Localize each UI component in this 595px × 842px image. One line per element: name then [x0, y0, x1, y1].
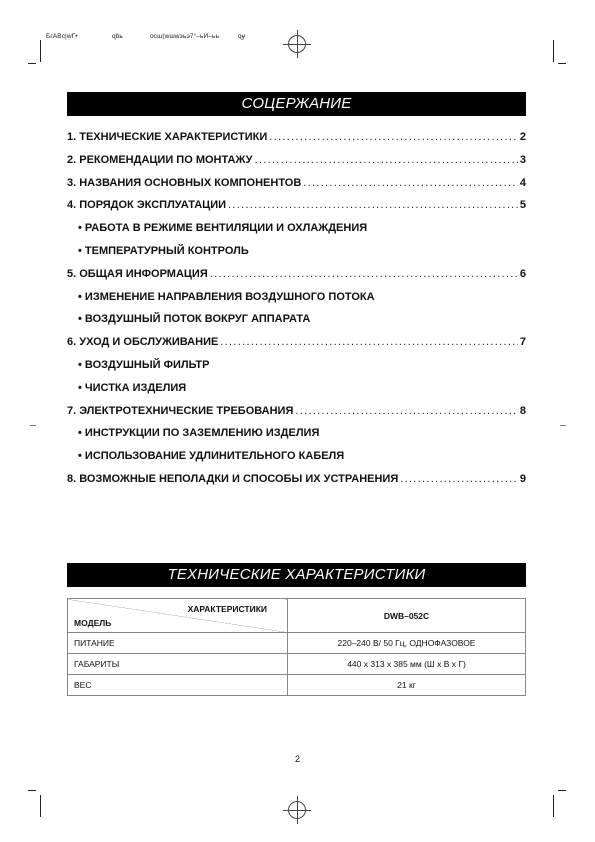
- toc-leader-dots: [269, 130, 518, 144]
- table-of-contents: [67, 130, 526, 490]
- specs-corner-bottom: МОДЕЛЬ: [74, 618, 112, 628]
- toc-entry-label: 3. НАЗВАНИЯ ОСНОВНЫХ КОМПОНЕНТОВ: [67, 177, 302, 189]
- toc-entry-page: 2: [519, 131, 526, 143]
- page-number: 2: [294, 754, 300, 764]
- toc-entry-page: 3: [519, 154, 526, 166]
- toc-entry: [67, 404, 526, 418]
- crop-mark-top-right-h: [558, 63, 566, 64]
- toc-entry: [67, 267, 526, 281]
- crop-mark-bottom-right-h: [558, 790, 566, 791]
- specs-table: [67, 598, 526, 696]
- crop-mark-bottom-left: [40, 795, 41, 817]
- table-row: [68, 675, 526, 696]
- toc-leader-dots: [228, 198, 518, 212]
- toc-subentry: • ИЗМЕНЕНИЕ НАПРАВЛЕНИЯ ВОЗДУШНОГО ПОТОКА: [78, 291, 375, 303]
- specs-corner-top: ХАРАКТЕРИСТИКИ: [187, 604, 267, 614]
- toc-leader-dots: [303, 176, 518, 190]
- toc-leader-dots: [400, 472, 518, 486]
- spec-name: ПИТАНИЕ: [68, 633, 288, 654]
- toc-entry-page: 7: [519, 336, 526, 348]
- table-row: [68, 633, 526, 654]
- toc-entry-label: 1. ТЕХНИЧЕСКИЕ ХАРАКТЕРИСТИКИ: [67, 131, 268, 143]
- spec-value: 440 x 313 x 385 мм (Ш x В x Г): [288, 654, 526, 675]
- toc-entry-page: 8: [519, 405, 526, 417]
- toc-subentry: • РАБОТА В РЕЖИМЕ ВЕНТИЛЯЦИИ И ОХЛАЖДЕНИЯ: [78, 222, 368, 234]
- crop-mark-top-left: [40, 40, 41, 62]
- print-header-end: ɋɏ: [238, 33, 246, 40]
- side-tick-left: [30, 425, 36, 426]
- registration-mark-bottom-icon: [288, 801, 306, 819]
- toc-entry-label: 8. ВОЗМОЖНЫЕ НЕПОЛАДКИ И СПОСОБЫ ИХ УСТРАНЕНИЯ: [67, 473, 399, 485]
- toc-entry-page: 5: [519, 199, 526, 211]
- specs-corner-cell: [68, 599, 288, 633]
- toc-entry: [67, 176, 526, 190]
- toc-entry: [67, 198, 526, 212]
- spec-name: ГАБАРИТЫ: [68, 654, 288, 675]
- toc-entry-page: 6: [519, 268, 526, 280]
- toc-subentry: • ЧИСТКА ИЗДЕЛИЯ: [78, 382, 187, 394]
- toc-entry-label: 2. РЕКОМЕНДАЦИИ ПО МОНТАЖУ: [67, 154, 253, 166]
- crop-mark-top-right: [553, 40, 554, 62]
- side-tick-right: [560, 425, 566, 426]
- specs-header-row: [68, 599, 526, 633]
- toc-entry: [67, 472, 526, 486]
- toc-entry-page: 9: [519, 473, 526, 485]
- table-row: [68, 654, 526, 675]
- toc-entry-label: 5. ОБЩАЯ ИНФОРМАЦИЯ: [67, 268, 208, 280]
- toc-entry: [67, 130, 526, 144]
- contents-title: СОЦЕРЖАНИЕ: [67, 92, 526, 116]
- spec-value: 21 кг: [288, 675, 526, 696]
- toc-subentry: • ТЕМПЕРАТУРНЫЙ КОНТРОЛЬ: [78, 245, 249, 257]
- crop-mark-top-left-h: [28, 63, 36, 64]
- toc-entry-label: 6. УХОД И ОБСЛУЖИВАНИЕ: [67, 336, 219, 348]
- spec-value: 220–240 В/ 50 Гц, ОДНОФАЗОВОЕ: [288, 633, 526, 654]
- toc-subentry: • ВОЗДУШНЫЙ ПОТОК ВОКРУГ АППАРАТА: [78, 313, 311, 325]
- toc-leader-dots: [295, 404, 518, 418]
- crop-mark-bottom-right: [553, 795, 554, 817]
- toc-leader-dots: [255, 153, 518, 167]
- toc-subentry: • ВОЗДУШНЫЙ ФИЛЬТР: [78, 359, 210, 371]
- print-header-mid: ɋɓь: [112, 33, 123, 40]
- toc-entry-page: 4: [519, 177, 526, 189]
- specs-title: ТЕХНИЧЕСКИЕ ХАРАКТЕРИСТИКИ: [67, 563, 526, 587]
- toc-entry: [67, 335, 526, 349]
- toc-entry-label: 4. ПОРЯДОК ЭКСПЛУАТАЦИИ: [67, 199, 227, 211]
- toc-subentry: • ИНСТРУКЦИИ ПО ЗАЗЕМЛЕНИЮ ИЗДЕЛИЯ: [78, 427, 320, 439]
- toc-entry-label: 7. ЭЛЕКТРОТЕХНИЧЕСКИЕ ТРЕБОВАНИЯ: [67, 405, 294, 417]
- toc-entry: [67, 153, 526, 167]
- specs-model: DWB–052C: [288, 599, 526, 633]
- toc-leader-dots: [220, 335, 518, 349]
- toc-leader-dots: [210, 267, 518, 281]
- spec-name: ВЕС: [68, 675, 288, 696]
- print-header-right: осш(wшwэьэ7°–ьИ–ьь: [150, 33, 219, 40]
- registration-mark-top-icon: [288, 35, 306, 53]
- toc-subentry: • ИСПОЛЬЗОВАНИЕ УДЛИНИТЕЛЬНОГО КАБЕЛЯ: [78, 450, 345, 462]
- crop-mark-bottom-left-h: [28, 790, 36, 791]
- print-header-left: БгАВс|wГ•: [46, 33, 78, 40]
